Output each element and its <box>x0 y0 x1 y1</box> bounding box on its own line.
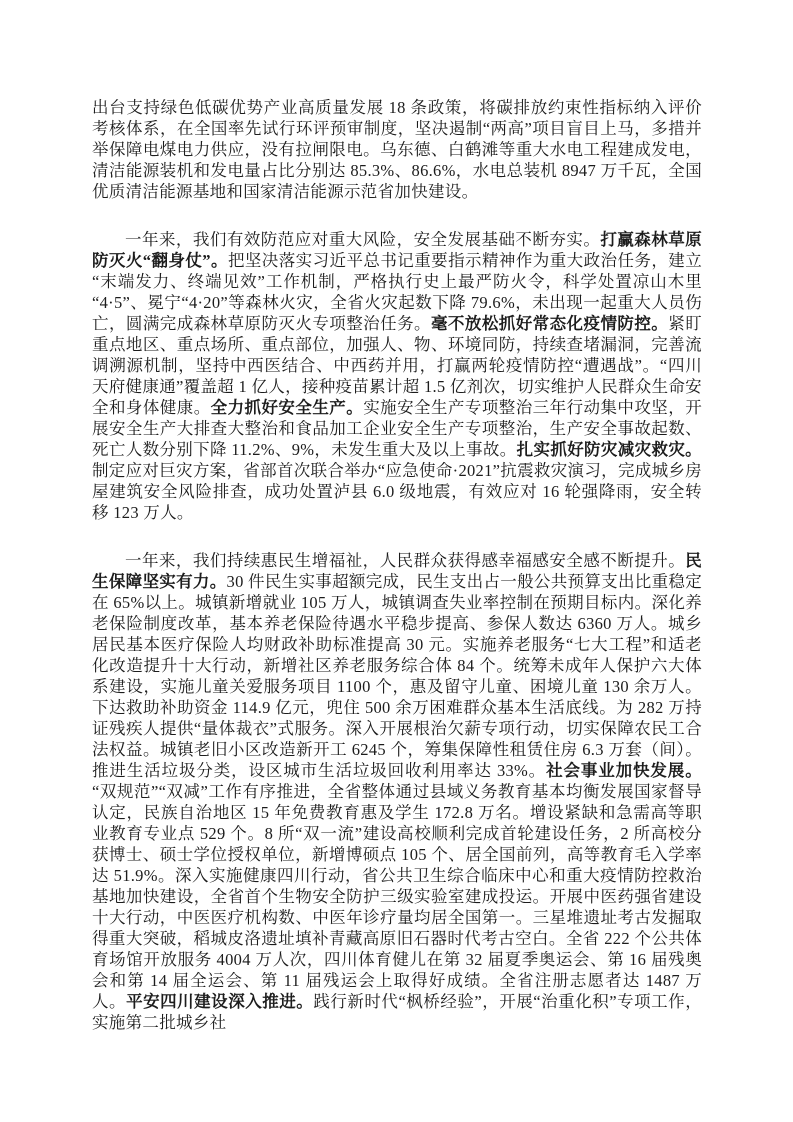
body-text: 制定应对巨灾方案，省部首次联合举办“应急使命·2021”抗震救灾演习，完成城乡房屋建筑安全风险排查，成功处置泸县 6.0 级地震，有效应对 16 轮强降雨，安全转移 123 万人。 <box>92 461 702 522</box>
body-text: 一年来，我们持续惠民生增福祉，人民群众获得感幸福感安全感不断提升。 <box>125 551 686 570</box>
body-text: 30 件民生实事超额完成，民生支出占一般公共预算支出比重稳定在 65%以上。城镇新增就业 105 万人，城镇调查失业率控制在预期目标内。深化养老保险制度改革，基本养老保险待遇水平稳步提高、参保人数达 6360 万人。城乡居民基本医疗保险人均财政补助标准提高 30 元。实施养老服务“七大工程”和适老化改造提升十大行动，新增社区养老服务综合体 84 个。统筹未成年人保护六大体系建设，实施儿童关爱服务项目 1100 个，惠及留守儿童、困境儿童 130 余万人。下达救助补助资金 114.9 亿元，兜住 500 余万困难群众基本生活底线。为 282 万持证残疾人提供“量体裁衣”式服务。深入开展根治欠薪专项行动，切实保障农民工合法权益。城镇老旧小区改造新开工 6245 个，筹集保障性租赁住房 6.3 万套（间）。推进生活垃圾分类，设区城市生活垃圾回收利用率达 33%。 <box>92 572 703 780</box>
body-text: “双规范”“双减”工作有序推进，全省整体通过县域义务教育基本均衡发展国家督导认定，民族自治地区 15 年免费教育惠及学生 172.8 万名。增设紧缺和急需高等职业教育专业点 529 个。8 所“双一流”建设高校顺利完成首轮建设任务，2 所高校分获博士、硕士学位授权单位，新增博硕点 105 个、居全国前列，高等教育毛入学率达 51.9%。深入实施健康四川行动，省公共卫生综合临床中心和重大疫情防控救治基地加快建设，全省首个生物安全防护三级实验室建成投运。开展中医药强省建设十大行动，中医医疗机构数、中医年诊疗量均居全国第一。三星堆遗址考古发掘取得重大突破，稻城皮洛遗址填补青藏高原旧石器时代考古空白。全省 222 个公共体育场馆开放服务 4004 万人次，四川体育健儿在第 32 届夏季奥运会、第 16 届残奥会和第 14 届全运会、第 11 届残运会上取得好成绩。全省注册志愿者达 1487 万人。 <box>92 782 702 1011</box>
body-text: 紧盯重点地区、重点场所、重点部位，加强人、物、环境同防，持续查堵漏洞，完善流调溯源机制，坚持中西医结合、中西药并用，打赢两轮疫情防控“遭遇战”。“四川天府健康通”覆盖超 1 亿人，接种疫苗累计超 1.5 亿剂次，切实维护人民群众生命安全和身体健康。 <box>92 314 702 417</box>
paragraph-livelihood <box>92 550 702 1033</box>
body-text: 一年来，我们有效防范应对重大风险，安全发展基础不断夯实。 <box>125 230 601 249</box>
body-text: 把坚决落实习近平总书记重要指示精神作为重大政治任务，建立“末端发力、终端见效”工作机制，严格执行史上最严防火令，科学处置凉山木里“4·5”、冕宁“4·20”等森林火灾，全省火灾起数下降 79.6%，未出现一起重大人员伤亡，圆满完成森林草原防灭火专项整治任务。 <box>92 251 703 333</box>
run-in-heading: 社会事业加快发展。 <box>546 761 702 780</box>
run-in-heading: 打赢森林草原防灭火“翻身仗”。 <box>92 230 702 270</box>
body-text: 践行新时代“枫桥经验”，开展“治重化积”专项工作，实施第二批城乡社 <box>92 992 702 1032</box>
run-in-heading: 民生保障坚实有力。 <box>92 551 702 591</box>
body-text: 实施安全生产专项整治三年行动集中攻坚，开展安全生产大排查大整治和食品加工企业安全生产专项整治，生产安全事故起数、死亡人数分别下降 11.2%、9%，未发生重大及以上事故。 <box>92 398 703 459</box>
run-in-heading: 全力抓好安全生产。 <box>210 398 364 417</box>
paragraph-energy-policy <box>92 97 702 202</box>
paragraph-risk-prevention <box>92 229 702 523</box>
run-in-heading: 扎实抓好防灾减灾救灾。 <box>516 440 702 459</box>
run-in-heading: 毫不放松抓好常态化疫情防控。 <box>430 314 669 333</box>
run-in-heading: 平安四川建设深入推进。 <box>126 992 314 1011</box>
report-text-block <box>92 97 702 1033</box>
body-text: 出台支持绿色低碳优势产业高质量发展 18 条政策，将碳排放约束性指标纳入评价考核体系，在全国率先试行环评预审制度，坚决遏制“两高”项目盲目上马，多措并举保障电煤电力供应，没有拉闸限电。乌东德、白鹤滩等重大水电工程建成发电，清洁能源装机和发电量占比分别达 85.3%、86.6%，水电总装机 8947 万千瓦，全国优质清洁能源基地和国家清洁能源示范省加快建设。 <box>92 98 702 201</box>
